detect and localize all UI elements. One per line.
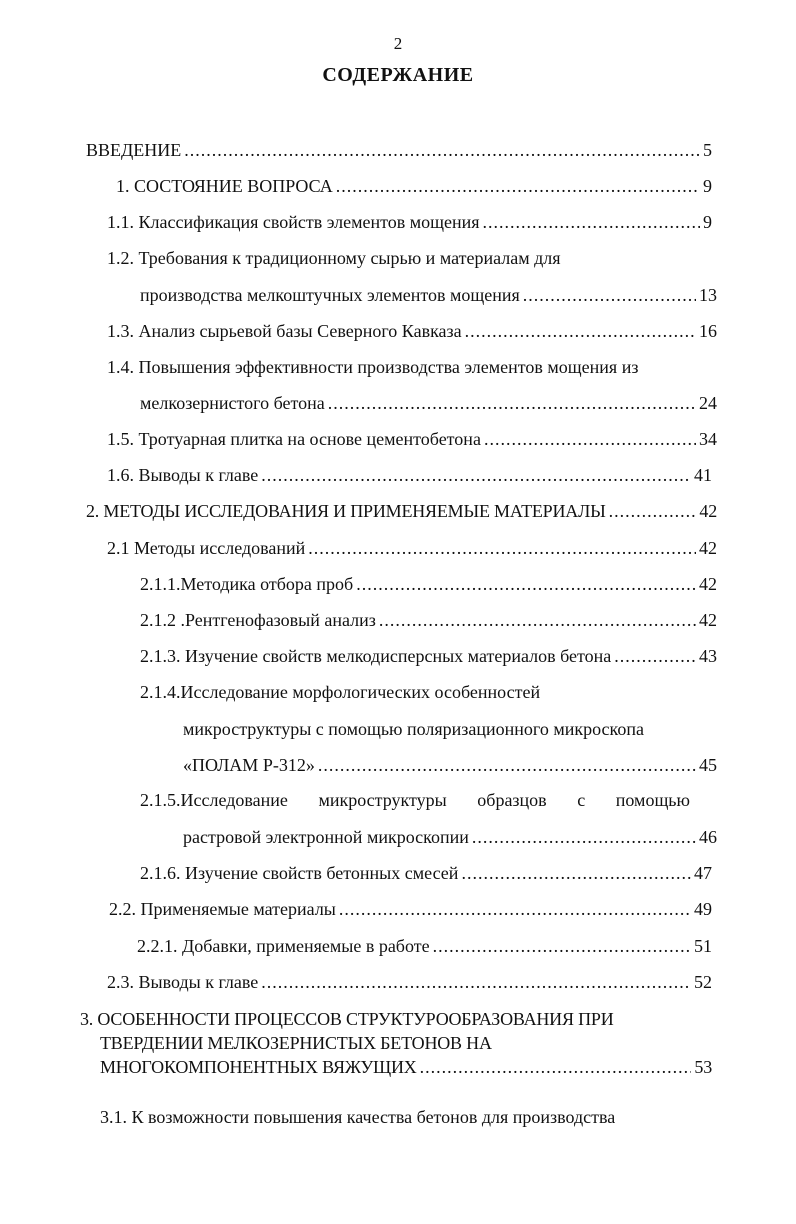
leader-dots bbox=[609, 500, 697, 522]
toc-entry-text: 2.1.6. Изучение свойств бетонных смесей bbox=[140, 863, 459, 883]
toc-entry-text: 2.2. Применяемые материалы bbox=[109, 899, 336, 919]
toc-entry bbox=[140, 573, 717, 595]
toc-entry-page: 42 bbox=[699, 574, 717, 594]
toc-entry-text: производства мелкоштучных элементов мощения bbox=[140, 285, 520, 305]
toc-entry-text: МНОГОКОМПОНЕНТНЫХ ВЯЖУЩИХ bbox=[100, 1057, 417, 1077]
leader-dots bbox=[339, 898, 691, 920]
toc-entry-page: 24 bbox=[699, 393, 717, 413]
toc-entry-text: 1.5. Тротуарная плитка на основе цементобетона bbox=[107, 429, 481, 449]
toc-entry bbox=[86, 500, 717, 522]
leader-dots bbox=[461, 862, 691, 884]
toc-entry bbox=[109, 898, 712, 920]
toc-entry-text: микроструктуры с помощью поляризационного микроскопа bbox=[183, 719, 644, 739]
toc-entry-text: «ПОЛАМ Р-312» bbox=[183, 755, 315, 775]
leader-dots bbox=[614, 645, 696, 667]
leader-dots bbox=[420, 1056, 692, 1078]
toc-entry bbox=[140, 862, 712, 884]
toc-entry-page: 51 bbox=[694, 936, 712, 956]
toc-entry-text: 1.6. Выводы к главе bbox=[107, 465, 259, 485]
toc-entry-text: 1.2. Требования к традиционному сырью и материалам для bbox=[107, 248, 561, 268]
toc-entry-page: 41 bbox=[694, 465, 712, 485]
toc-entry-text: 2.2.1. Добавки, применяемые в работе bbox=[137, 936, 430, 956]
toc-entry bbox=[107, 428, 717, 450]
toc-entry-text: ТВЕРДЕНИИ МЕЛКОЗЕРНИСТЫХ БЕТОНОВ НА bbox=[100, 1033, 492, 1053]
leader-dots bbox=[483, 211, 700, 233]
toc-entry bbox=[140, 645, 717, 667]
toc-entry bbox=[140, 392, 717, 414]
toc-entry-text: 2.1.1.Методика отбора проб bbox=[140, 574, 354, 594]
toc-entry-text: 1.4. Повышения эффективности производства элементов мощения из bbox=[107, 357, 639, 377]
toc-entry-page: 13 bbox=[699, 285, 717, 305]
leader-dots bbox=[318, 754, 696, 776]
toc-entry bbox=[140, 609, 717, 631]
toc-entry-page: 46 bbox=[699, 827, 717, 847]
toc-entry-page: 49 bbox=[694, 899, 712, 919]
toc-entry-page: 43 bbox=[699, 646, 717, 666]
toc-entry bbox=[100, 1056, 712, 1078]
leader-dots bbox=[523, 284, 696, 306]
toc-entry bbox=[107, 971, 712, 993]
toc-entry-text: 1.1. Классификация свойств элементов мощения bbox=[107, 212, 480, 232]
toc-entry bbox=[140, 284, 717, 306]
toc-entry-text: 2.1 Методы исследований bbox=[107, 538, 306, 558]
leader-dots bbox=[433, 935, 691, 957]
leader-dots bbox=[308, 537, 696, 559]
leader-dots bbox=[465, 320, 696, 342]
toc-entry-page: 9 bbox=[703, 176, 712, 196]
toc-entry-justified bbox=[140, 790, 690, 811]
toc-entry-text: 2.3. Выводы к главе bbox=[107, 972, 259, 992]
toc-entry bbox=[183, 826, 717, 848]
toc-entry bbox=[107, 537, 717, 559]
toc-entry-page: 42 bbox=[699, 501, 717, 521]
toc-word: 2.1.5.Исследование bbox=[140, 790, 288, 810]
toc-entry bbox=[86, 139, 712, 161]
toc-entry-page: 9 bbox=[703, 212, 712, 232]
toc-entry bbox=[137, 935, 712, 957]
toc-entry-text: 3. ОСОБЕННОСТИ ПРОЦЕССОВ СТРУКТУРООБРАЗОВАНИЯ ПРИ bbox=[80, 1009, 614, 1029]
leader-dots bbox=[356, 573, 696, 595]
toc-entry bbox=[107, 211, 712, 233]
toc-entry-text: растровой электронной микроскопии bbox=[183, 827, 469, 847]
toc-entry-text: 1.3. Анализ сырьевой базы Северного Кавказа bbox=[107, 321, 462, 341]
toc-entry-page: 42 bbox=[699, 538, 717, 558]
page-title: СОДЕРЖАНИЕ bbox=[322, 64, 474, 86]
leader-dots bbox=[261, 971, 691, 993]
toc-word: помощью bbox=[615, 790, 690, 810]
toc-entry-page: 16 bbox=[699, 321, 717, 341]
toc-entry-text: 2.1.4.Исследование морфологических особенностей bbox=[140, 682, 541, 702]
leader-dots bbox=[184, 139, 700, 161]
toc-entry-page: 45 bbox=[699, 755, 717, 775]
toc-entry-text: 2.1.2 .Рентгенофазовый анализ bbox=[140, 610, 376, 630]
leader-dots bbox=[484, 428, 696, 450]
toc-entry-page: 47 bbox=[694, 863, 712, 883]
toc-word: микроструктуры bbox=[318, 790, 447, 810]
toc-word: образцов bbox=[477, 790, 547, 810]
toc-entry-page: 5 bbox=[703, 140, 712, 160]
page-number: 2 bbox=[393, 34, 403, 53]
toc-entry-text: мелкозернистого бетона bbox=[140, 393, 325, 413]
leader-dots bbox=[336, 175, 700, 197]
toc-entry-text: 2.1.3. Изучение свойств мелкодисперсных материалов бетона bbox=[140, 646, 612, 666]
toc-entry-page: 34 bbox=[699, 429, 717, 449]
leader-dots bbox=[328, 392, 696, 414]
toc-entry bbox=[116, 175, 712, 197]
toc-entry-text: 3.1. К возможности повышения качества бетонов для производства bbox=[100, 1107, 616, 1127]
leader-dots bbox=[379, 609, 696, 631]
toc-entry-text: 1. СОСТОЯНИЕ ВОПРОСА bbox=[116, 176, 333, 196]
toc-entry-text: ВВЕДЕНИЕ bbox=[86, 140, 182, 160]
leader-dots bbox=[472, 826, 696, 848]
toc-entry-page: 52 bbox=[694, 972, 712, 992]
toc-entry-page: 42 bbox=[699, 610, 717, 630]
toc-word: с bbox=[577, 790, 586, 810]
toc-entry bbox=[107, 320, 717, 342]
toc-entry bbox=[183, 754, 717, 776]
leader-dots bbox=[261, 464, 691, 486]
toc-entry bbox=[107, 464, 712, 486]
toc-entry-page: 53 bbox=[694, 1057, 712, 1077]
toc-entry-text: 2. МЕТОДЫ ИССЛЕДОВАНИЯ И ПРИМЕНЯЕМЫЕ МАТЕРИАЛЫ bbox=[86, 501, 606, 521]
